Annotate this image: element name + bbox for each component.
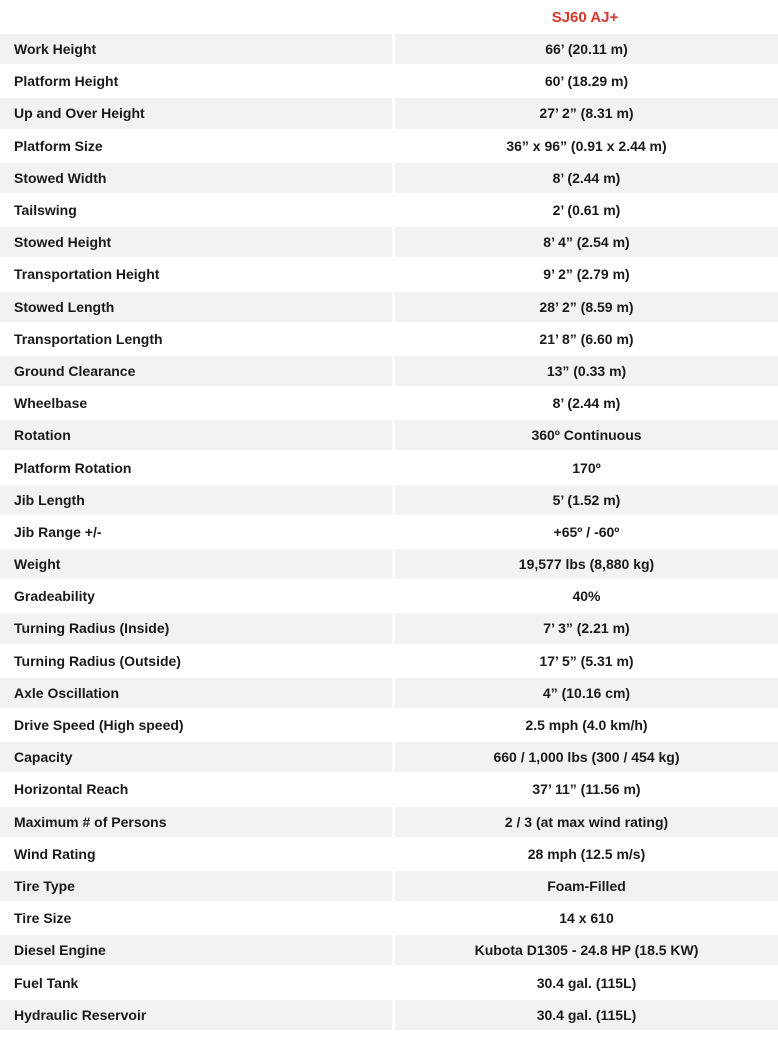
spec-label: Capacity — [0, 742, 392, 772]
spec-label: Drive Speed (High speed) — [14, 717, 184, 734]
spec-label: Jib Range +/- — [14, 523, 102, 540]
spec-value: 8’ (2.44 m) — [395, 163, 778, 193]
spec-value: 27’ 2” (8.31 m) — [395, 98, 778, 128]
spec-label: Gradeability — [14, 588, 95, 605]
spec-label: Wind Rating — [14, 845, 96, 862]
table-header — [0, 0, 778, 34]
spec-value: 28 mph (12.5 m/s) — [527, 845, 646, 862]
spec-label: Platform Rotation — [14, 459, 132, 476]
table-row — [0, 871, 778, 901]
spec-label: Stowed Height — [0, 227, 392, 257]
spec-label: Axle Oscillation — [0, 678, 392, 708]
spec-label: Ground Clearance — [0, 356, 392, 386]
spec-label: Horizontal Reach — [14, 781, 129, 798]
spec-label: Stowed Width — [0, 163, 392, 193]
table-row — [0, 581, 778, 611]
spec-label: Turning Radius (Outside) — [14, 652, 181, 669]
spec-label: Diesel Engine — [0, 935, 392, 965]
spec-value: 40% — [572, 588, 601, 605]
table-row — [0, 678, 778, 708]
spec-value: 360º Continuous — [395, 420, 778, 450]
spec-label: Stowed Length — [0, 292, 392, 322]
table-row — [0, 292, 778, 322]
table-row — [0, 839, 778, 869]
spec-label: Wheelbase — [14, 395, 88, 412]
table-row — [0, 774, 778, 804]
table-row — [0, 163, 778, 193]
spec-label: Work Height — [0, 34, 392, 64]
spec-label: Transportation Height — [14, 266, 160, 283]
spec-value: 9’ 2” (2.79 m) — [543, 266, 630, 283]
table-row — [0, 807, 778, 837]
spec-label: Tire Type — [0, 871, 392, 901]
model-heading: SJ60 AJ+ — [551, 8, 619, 26]
spec-value: Foam-Filled — [395, 871, 778, 901]
spec-label: Tire Size — [14, 910, 72, 927]
table-row — [0, 66, 778, 96]
spec-value: 14 x 610 — [559, 910, 614, 927]
spec-value: 8’ (2.44 m) — [552, 395, 621, 412]
table-row — [0, 613, 778, 643]
spec-value: 7’ 3” (2.21 m) — [395, 613, 778, 643]
table-row — [0, 935, 778, 965]
spec-label: Transportation Length — [14, 330, 163, 347]
spec-value: 30.4 gal. (115L) — [536, 974, 637, 991]
spec-label: Hydraulic Reservoir — [0, 1000, 392, 1030]
spec-value: 2.5 mph (4.0 km/h) — [525, 717, 648, 734]
spec-label: Platform Height — [14, 73, 119, 90]
spec-value: 170º — [572, 459, 601, 476]
table-row — [0, 967, 778, 997]
spec-value: 5’ (1.52 m) — [395, 485, 778, 515]
table-row — [0, 742, 778, 772]
table-row — [0, 903, 778, 933]
spec-value: 2 / 3 (at max wind rating) — [395, 807, 778, 837]
table-row — [0, 710, 778, 740]
table-row — [0, 227, 778, 257]
spec-value: 660 / 1,000 lbs (300 / 454 kg) — [395, 742, 778, 772]
spec-value: 66’ (20.11 m) — [395, 34, 778, 64]
spec-value: 60’ (18.29 m) — [544, 73, 629, 90]
spec-label: Platform Size — [14, 137, 103, 154]
table-row — [0, 195, 778, 225]
table-row — [0, 356, 778, 386]
spec-value: 36” x 96” (0.91 x 2.44 m) — [506, 137, 667, 154]
spec-label: Turning Radius (Inside) — [0, 613, 392, 643]
spec-label: Weight — [0, 549, 392, 579]
table-row — [0, 1000, 778, 1030]
spec-label: Fuel Tank — [14, 974, 79, 991]
table-row — [0, 34, 778, 64]
spec-value: 17’ 5” (5.31 m) — [539, 652, 634, 669]
spec-value: 4” (10.16 cm) — [395, 678, 778, 708]
table-row — [0, 646, 778, 676]
spec-value: 8’ 4” (2.54 m) — [395, 227, 778, 257]
table-row — [0, 420, 778, 450]
spec-label: Tailswing — [14, 202, 77, 219]
spec-label: Up and Over Height — [0, 98, 392, 128]
spec-label: Rotation — [0, 420, 392, 450]
table-row — [0, 517, 778, 547]
spec-value: 30.4 gal. (115L) — [395, 1000, 778, 1030]
table-row — [0, 259, 778, 289]
spec-value: 28’ 2” (8.59 m) — [395, 292, 778, 322]
spec-value: 13” (0.33 m) — [395, 356, 778, 386]
table-row — [0, 485, 778, 515]
spec-value: Kubota D1305 - 24.8 HP (18.5 KW) — [395, 935, 778, 965]
table-row — [0, 324, 778, 354]
table-row — [0, 549, 778, 579]
spec-value: 19,577 lbs (8,880 kg) — [395, 549, 778, 579]
table-row — [0, 388, 778, 418]
table-row — [0, 98, 778, 128]
table-row — [0, 452, 778, 482]
spec-value: 37’ 11” (11.56 m) — [532, 781, 641, 798]
table-row — [0, 131, 778, 161]
spec-rows — [0, 34, 778, 1030]
spec-value: 21’ 8” (6.60 m) — [539, 330, 634, 347]
spec-value: 2’ (0.61 m) — [552, 202, 621, 219]
spec-label: Maximum # of Persons — [0, 807, 392, 837]
spec-value: +65º / -60º — [553, 523, 620, 540]
spec-label: Jib Length — [0, 485, 392, 515]
